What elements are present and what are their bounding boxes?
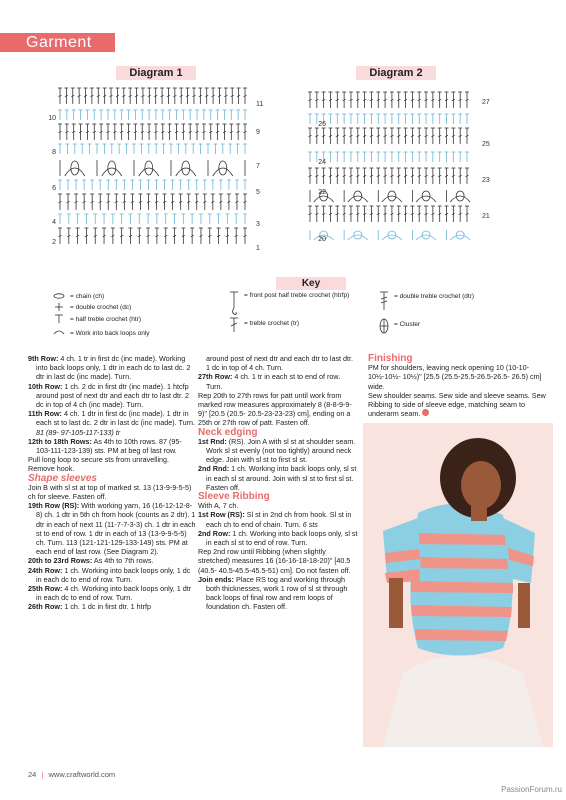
- finishing-heading: Finishing: [368, 353, 413, 364]
- row-26-cont: around post of next dtr and each dtr to last dtr. 1 dc in top of 4 ch. Turn.: [206, 354, 354, 373]
- page-footer: [28, 770, 115, 779]
- model-photo: [363, 423, 553, 747]
- row-number: 2: [52, 239, 56, 246]
- key-htrfp: = front post half treble crochet (htrfp): [244, 292, 350, 299]
- column-1: [28, 354, 196, 612]
- finishing-p2: Sew shoulder seams. Sew side and sleeve seams. Sew Ribbing to side of sleeve edge, matching seam to underarm seam.: [368, 390, 546, 419]
- neck-edging-heading: Neck edging: [198, 426, 258, 438]
- row-19: 19th Row (RS): With working yarn, 16 (16-12-12-8-8) ch. 1 dtr in 5th ch from hook (counts as 2 dtr). 1 dtr in each of next 11 (11-7-7-3-3) ch. 1 dtr in each st to end of row. 1 dtr in each of 13 (13-9-9-5-5) ch. Turn. 113 (121-121-129-133-149) sts. PM at each end of last row. (See Diagram 2).: [28, 501, 196, 557]
- key-box: [46, 278, 546, 338]
- join-ends: Join ends: Place RS tog and working through both thicknesses, work 1 row of sl st through back loops of final row and rem loops of foundation ch. Fasten off.: [198, 574, 348, 612]
- row-number: 3: [256, 221, 260, 228]
- key-dc: = double crochet (dc): [70, 304, 132, 311]
- key-htr: = half treble crochet (htr): [70, 316, 141, 323]
- ribbing-repeat: Rep 2nd row until Ribbing (when slightly stretched) measures 16 (16-16-18-18-20)" [40.5 (40.5- 40.5-45.5-45.5-51) cm]. Do not fasten off.: [198, 547, 351, 575]
- row-number: 24: [318, 159, 326, 166]
- row-number: 10: [48, 115, 56, 122]
- key-tr: = treble crochet (tr): [244, 320, 300, 327]
- key-dtr: = double treble crochet (dtr): [394, 293, 475, 300]
- row-number: 6: [52, 185, 56, 192]
- row-24: 24th Row: 1 ch. Working into back loops only, 1 dc in each dc to end of row. Turn.: [28, 565, 191, 584]
- section-banner: [0, 33, 115, 52]
- column-2: [198, 354, 358, 612]
- key-chain: = chain (ch): [70, 293, 105, 300]
- key-blo: = Work into back loops only: [70, 330, 150, 337]
- row-number: 25: [482, 141, 490, 148]
- key-cluster: = Cluster: [394, 321, 421, 328]
- row-9: 9th Row: 4 ch. 1 tr in first dc (inc made). Working into back loops only, 1 dtr in each dc to last dc. 2 dtr in last dc (inc made). Turn.: [28, 354, 191, 382]
- row-number: 9: [256, 129, 260, 136]
- row-26: 26th Row: 1 ch. 1 dc in first dtr. 1 htrfp: [28, 602, 152, 612]
- pull-loop-text: Pull long loop to secure sts from unravelling. Remove hook.: [28, 455, 170, 474]
- key-title: Key: [276, 277, 346, 290]
- row-number: 23: [482, 177, 490, 184]
- column-3: [368, 354, 546, 418]
- row-11: 11th Row: 4 ch. 1 dtr in first dc (inc made). 1 dtr in each st to last dc. 2 dtr in last dc (inc made). Turn. 81 (89- 97-105-117-133) tr: [28, 409, 195, 437]
- row-27: 27th Row: 4 ch. 1 tr in each st to end of row. Turn.: [198, 372, 341, 391]
- rows-12-18: 12th to 18th Rows: As 4th to 10th rows. 87 (95-103-111-123-139) sts. PM at beg of last row.: [28, 436, 182, 456]
- row-number: 11: [256, 101, 264, 108]
- section-title: Garment: [26, 34, 92, 51]
- row-number: 26: [318, 121, 326, 128]
- diagram1-title: Diagram 1: [116, 66, 196, 80]
- row-number: 4: [52, 219, 56, 226]
- diagram2-title: Diagram 2: [356, 66, 436, 80]
- join-b-text: Join B with sl st at top of marked st. 13 (13-9-9-5-5) ch for sleeve. Fasten off.: [28, 482, 192, 502]
- row-number: 22: [318, 189, 326, 196]
- with-a-text: With A, 7 ch.: [198, 501, 239, 511]
- diagram1-chart: [40, 84, 280, 256]
- row-10: 10th Row: 1 ch. 2 dc in first dtr (inc made). 1 htcfp around post of next dtr and each dtr to last dtr. 2 dc in top of 4 ch (inc made). Turn.: [28, 381, 190, 410]
- watermark: PassionForum.ru: [501, 785, 562, 794]
- ribbing-row-1: 1st Row (RS): Sl st in 2nd ch from hook. Sl st in each ch to end of chain. Turn. 6 sts: [198, 510, 352, 529]
- row-25: 25th Row: 4 ch. Working into back loops only, 1 dtr in each dc to end of row. Turn.: [28, 584, 192, 603]
- page-number: 24: [28, 770, 37, 779]
- sleeve-ribbing-heading: Sleeve Ribbing: [198, 491, 270, 503]
- finishing-p1: PM for shoulders, leaving neck opening 10 (10-10-10½-10½- 10½)" [25.5 (25.5-25.5-26.5-26.5- 26.5) cm] wide.: [368, 363, 542, 391]
- row-number: 27: [482, 99, 490, 106]
- row-number: 20: [318, 236, 326, 243]
- model-illustration: [363, 423, 553, 747]
- rows-20-23: 20th to 23rd Rows: As 4th to 7th rows.: [28, 556, 154, 566]
- diagram2-chart: [282, 86, 502, 248]
- row-number: 8: [52, 149, 56, 156]
- shape-sleeves-heading: Shape sleeves: [28, 472, 97, 484]
- repeat-text: Rep 20th to 27th rows for patt until work from marked row measures approximately 8 (8-8-9-9-9)" [20.5 (20.5- 20.5-23-23-23) cm], ending on a 25th or 27th row of patt. Fasten off.: [198, 390, 352, 428]
- row-number: 7: [256, 163, 260, 170]
- row-number: 1: [256, 245, 260, 252]
- footer-site: www.craftworld.com: [48, 770, 116, 779]
- row-number: 5: [256, 189, 260, 196]
- end-dot-icon: [422, 409, 429, 416]
- footer-separator: |: [41, 770, 44, 779]
- row-number: 21: [482, 213, 490, 220]
- ribbing-row-2: 2nd Row: 1 ch. Working into back loops only, sl st in each sl st to end of row. Turn.: [198, 528, 358, 548]
- neck-rnd-2: 2nd Rnd: 1 ch. Working into back loops only, sl st in each sl st around. Join with sl st to first sl st. Fasten off.: [198, 464, 357, 492]
- neck-rnd-1: 1st Rnd: (RS). Join A with sl st at shoulder seam. Work sl st evenly (not too tightly) around neck edge. Join with sl st to first sl st.: [198, 436, 356, 465]
